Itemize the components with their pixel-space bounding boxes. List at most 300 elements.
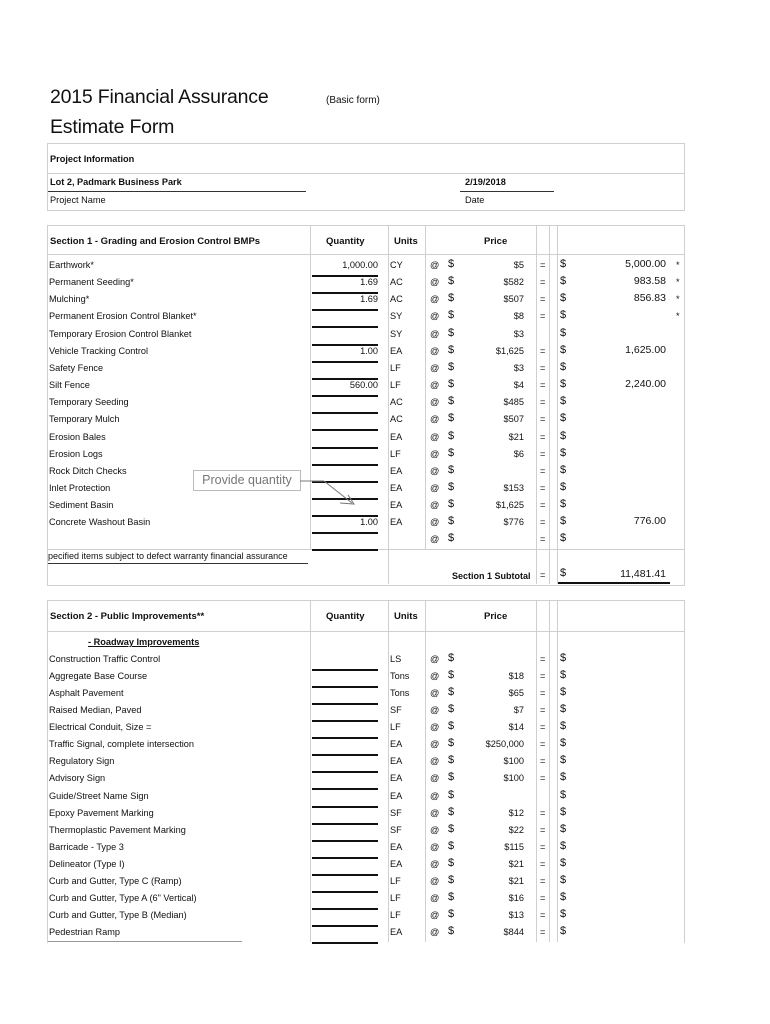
table-row — [48, 498, 688, 515]
project-name-label: Project Name — [50, 195, 106, 205]
unit-value: EA — [390, 841, 403, 852]
unit-price: $100 — [503, 773, 524, 784]
at-symbol: @ — [430, 705, 440, 716]
equals-sign: = — [540, 688, 546, 699]
unit-price: $65 — [508, 688, 524, 699]
line-total: 1,625.00 — [625, 343, 666, 356]
total-dollar: $ — [560, 856, 567, 869]
item-label: Permanent Erosion Control Blanket* — [49, 311, 197, 322]
price-dollar: $ — [448, 669, 455, 682]
item-label: Earthwork* — [49, 260, 94, 270]
total-dollar: $ — [560, 343, 567, 356]
unit-value: LS — [390, 654, 402, 664]
item-label: Aggregate Base Course — [49, 671, 148, 682]
total-dollar: $ — [560, 720, 567, 733]
equals-sign: = — [540, 773, 546, 784]
total-dollar: $ — [560, 652, 567, 664]
price-dollar: $ — [448, 925, 455, 938]
item-label: Erosion Logs — [49, 448, 103, 459]
table-row — [48, 840, 688, 857]
quantity-input[interactable]: 1,000.00 — [312, 258, 378, 277]
unit-value: EA — [390, 858, 403, 869]
equals-sign: = — [540, 362, 546, 373]
item-label: Temporary Erosion Control Blanket — [49, 328, 192, 339]
price-dollar: $ — [448, 292, 455, 305]
equals-sign: = — [540, 517, 546, 528]
price-dollar: $ — [448, 498, 455, 511]
unit-price: $844 — [503, 927, 524, 938]
unit-price: $776 — [503, 517, 524, 528]
item-label: Vehicle Tracking Control — [49, 345, 149, 356]
table-row — [48, 361, 688, 378]
roadway-subheading: - Roadway Improvements — [88, 637, 200, 647]
unit-value: EA — [390, 927, 403, 938]
total-dollar: $ — [560, 360, 567, 373]
table-row — [48, 309, 688, 326]
unit-value: AC — [390, 414, 403, 425]
equals-sign: = — [540, 277, 546, 288]
at-symbol: @ — [430, 414, 440, 425]
quantity-input[interactable]: 1.69 — [312, 275, 378, 294]
price-dollar: $ — [448, 703, 455, 716]
unit-price: $16 — [508, 892, 524, 903]
equals-sign: = — [540, 311, 546, 322]
price-dollar: $ — [448, 412, 455, 425]
total-dollar: $ — [560, 395, 567, 408]
total-dollar: $ — [560, 412, 567, 425]
unit-value: EA — [390, 790, 403, 801]
item-label: Sediment Basin — [49, 500, 114, 511]
total-dollar: $ — [560, 754, 567, 767]
equals-sign: = — [540, 500, 546, 511]
price-dollar: $ — [448, 686, 455, 699]
item-label: Epoxy Pavement Marking — [49, 807, 154, 818]
at-symbol: @ — [430, 875, 440, 886]
table-row — [48, 908, 688, 925]
equals-sign: = — [540, 345, 546, 356]
table-row — [48, 771, 688, 788]
at-symbol: @ — [430, 294, 440, 305]
price-dollar: $ — [448, 754, 455, 767]
line-total: 2,240.00 — [625, 378, 666, 391]
line-total: 856.83 — [633, 292, 666, 305]
total-dollar: $ — [560, 429, 567, 442]
equals-sign: = — [540, 482, 546, 493]
price-dollar: $ — [448, 771, 455, 784]
price-dollar: $ — [448, 446, 455, 459]
unit-price: $1,625 — [495, 500, 524, 511]
price-dollar: $ — [448, 908, 455, 921]
unit-price: $13 — [508, 910, 524, 921]
equals-sign: = — [540, 654, 546, 664]
item-label: Silt Fence — [49, 380, 90, 391]
unit-price: $4 — [513, 380, 524, 391]
total-dollar: $ — [560, 309, 567, 322]
unit-price: $8 — [513, 311, 524, 322]
unit-price: $1,625 — [495, 345, 524, 356]
at-symbol: @ — [430, 927, 440, 938]
item-label: Traffic Signal, complete intersection — [49, 739, 195, 750]
quantity-input[interactable] — [312, 395, 378, 414]
table-row — [48, 720, 688, 737]
item-label: Mulching* — [49, 294, 90, 305]
table-row — [48, 874, 688, 891]
total-dollar: $ — [560, 925, 567, 938]
unit-price: $21 — [508, 431, 524, 442]
unit-value: SF — [390, 807, 402, 818]
unit-value: EA — [390, 756, 403, 767]
table-row — [48, 652, 688, 669]
table-row — [48, 754, 688, 771]
equals-sign: = — [540, 739, 546, 750]
section1-title: Section 1 - Grading and Erosion Control BMPs — [50, 236, 261, 247]
warranty-marker: * — [676, 277, 680, 288]
table-row — [48, 823, 688, 840]
unit-value: SF — [390, 705, 402, 716]
price-dollar: $ — [448, 258, 455, 270]
equals-sign: = — [540, 534, 546, 545]
form-title-line1: 2015 Financial Assurance — [50, 86, 269, 108]
at-symbol: @ — [430, 722, 440, 733]
line-total: 5,000.00 — [625, 258, 666, 270]
quantity-input[interactable]: 1.00 — [312, 515, 378, 534]
unit-price: $18 — [508, 671, 524, 682]
total-dollar: $ — [560, 788, 567, 801]
equals-sign: = — [540, 294, 546, 305]
table-row — [48, 806, 688, 823]
unit-price: $5 — [513, 260, 524, 270]
total-dollar: $ — [560, 292, 567, 305]
unit-price: $153 — [503, 482, 524, 493]
item-label: Advisory Sign — [49, 773, 106, 784]
equals-sign: = — [540, 448, 546, 459]
unit-price: $507 — [503, 294, 524, 305]
item-label: Asphalt Pavement — [49, 688, 124, 699]
section2-col-units: Units — [394, 611, 418, 622]
unit-value: CY — [390, 260, 403, 270]
table-row — [48, 891, 688, 908]
unit-value: EA — [390, 517, 403, 528]
quantity-input[interactable]: 560.00 — [312, 378, 378, 397]
unit-price: $3 — [513, 362, 524, 373]
item-label: Temporary Seeding — [49, 397, 129, 408]
unit-value: SY — [390, 328, 403, 339]
table-row — [48, 395, 688, 412]
unit-value: AC — [390, 397, 403, 408]
table-row — [48, 686, 688, 703]
total-dollar: $ — [560, 873, 567, 886]
unit-price: $12 — [508, 807, 524, 818]
provide-quantity-callout: Provide quantity — [193, 470, 301, 491]
price-dollar: $ — [448, 395, 455, 408]
table-row — [48, 412, 688, 429]
table-row — [48, 344, 688, 361]
quantity-input[interactable] — [312, 430, 378, 449]
item-label: Inlet Protection — [49, 482, 111, 493]
unit-value: EA — [390, 465, 403, 476]
unit-value: LF — [390, 362, 401, 373]
price-dollar: $ — [448, 309, 455, 322]
price-dollar: $ — [448, 343, 455, 356]
unit-price: $6 — [513, 448, 524, 459]
unit-value: LF — [390, 892, 401, 903]
table-row — [48, 857, 688, 874]
table-row — [48, 789, 688, 806]
unit-price: $14 — [508, 722, 524, 733]
at-symbol: @ — [430, 824, 440, 835]
item-label: Delineator (Type I) — [49, 858, 125, 869]
project-name-value[interactable]: Lot 2, Padmark Business Park — [50, 177, 182, 187]
quantity-input[interactable] — [312, 412, 378, 431]
table-row — [48, 481, 688, 498]
price-dollar: $ — [448, 822, 455, 835]
table-row — [48, 327, 688, 344]
unit-value: LF — [390, 910, 401, 921]
price-dollar: $ — [448, 737, 455, 750]
item-label: Raised Median, Paved — [49, 705, 142, 716]
total-dollar: $ — [560, 822, 567, 835]
total-dollar: $ — [560, 275, 567, 288]
at-symbol: @ — [430, 517, 440, 528]
total-dollar: $ — [560, 532, 567, 545]
unit-value: EA — [390, 345, 403, 356]
item-label: Concrete Washout Basin — [49, 517, 151, 528]
unit-price: $582 — [503, 277, 524, 288]
section1-subtotal-value: 11,481.41 — [620, 568, 666, 580]
section2-col-price: Price — [484, 611, 508, 622]
table-row — [48, 258, 688, 275]
at-symbol: @ — [430, 431, 440, 442]
unit-price: $21 — [508, 875, 524, 886]
table-row — [48, 447, 688, 464]
table-row — [48, 532, 688, 549]
unit-value: EA — [390, 482, 403, 493]
item-label: Construction Traffic Control — [49, 654, 161, 664]
total-dollar: $ — [560, 839, 567, 852]
equals-sign: = — [540, 414, 546, 425]
unit-value: Tons — [390, 671, 410, 682]
total-dollar: $ — [560, 446, 567, 459]
at-symbol: @ — [430, 277, 440, 288]
at-symbol: @ — [430, 482, 440, 493]
price-dollar: $ — [448, 326, 455, 339]
price-dollar: $ — [448, 378, 455, 391]
line-total: 776.00 — [633, 515, 666, 528]
item-label: Safety Fence — [49, 362, 104, 373]
table-row — [48, 703, 688, 720]
item-label: Permanent Seeding* — [49, 277, 134, 288]
price-dollar: $ — [448, 856, 455, 869]
section2-col-quantity: Quantity — [326, 611, 365, 622]
at-symbol: @ — [430, 756, 440, 767]
unit-price: $3 — [513, 328, 524, 339]
equals-sign: = — [540, 892, 546, 903]
at-symbol: @ — [430, 790, 440, 801]
item-label: Curb and Gutter, Type C (Ramp) — [49, 875, 182, 886]
equals-sign: = — [540, 260, 546, 270]
equals-sign: = — [540, 841, 546, 852]
equals-sign: = — [540, 380, 546, 391]
total-dollar: $ — [560, 890, 567, 903]
item-label: Barricade - Type 3 — [49, 841, 124, 852]
table-row — [48, 464, 688, 481]
section1-subtotal-dollar: $ — [560, 567, 567, 579]
unit-value: AC — [390, 294, 403, 305]
line-total: 983.58 — [633, 275, 666, 288]
unit-value: EA — [390, 500, 403, 511]
warranty-marker: * — [676, 260, 680, 270]
at-symbol: @ — [430, 534, 440, 545]
unit-price: $250,000 — [485, 739, 524, 750]
total-dollar: $ — [560, 737, 567, 750]
unit-value: EA — [390, 431, 403, 442]
total-dollar: $ — [560, 515, 567, 528]
total-dollar: $ — [560, 378, 567, 391]
unit-value: LF — [390, 722, 401, 733]
section1-col-quantity: Quantity — [326, 236, 365, 247]
total-dollar: $ — [560, 686, 567, 699]
item-label: Regulatory Sign — [49, 756, 115, 767]
table-row — [48, 378, 688, 395]
unit-price: $115 — [504, 841, 524, 852]
total-dollar: $ — [560, 326, 567, 339]
unit-price: $21 — [508, 858, 524, 869]
price-dollar: $ — [448, 890, 455, 903]
unit-value: AC — [390, 277, 403, 288]
price-dollar: $ — [448, 275, 455, 288]
price-dollar: $ — [448, 532, 455, 545]
unit-price: $485 — [503, 397, 524, 408]
unit-price: $22 — [508, 824, 524, 835]
unit-price: $7 — [513, 705, 524, 716]
table-row — [48, 515, 688, 532]
unit-value: LF — [390, 380, 401, 391]
equals-sign: = — [540, 465, 546, 476]
equals-sign: = — [540, 397, 546, 408]
at-symbol: @ — [430, 858, 440, 869]
form-subtitle: (Basic form) — [326, 95, 380, 106]
project-date-label: Date — [465, 195, 485, 205]
unit-value: EA — [390, 773, 403, 784]
callout-arrow-icon — [298, 476, 368, 512]
price-dollar: $ — [448, 652, 455, 664]
total-dollar: $ — [560, 463, 567, 476]
section1-subtotal-equals: = — [540, 570, 546, 580]
project-info-heading: Project Information — [50, 154, 135, 164]
at-symbol: @ — [430, 380, 440, 391]
total-dollar: $ — [560, 498, 567, 511]
at-symbol: @ — [430, 807, 440, 818]
unit-value: LF — [390, 448, 401, 459]
quantity-input[interactable] — [312, 532, 378, 551]
at-symbol: @ — [430, 465, 440, 476]
price-dollar: $ — [448, 839, 455, 852]
item-label: Curb and Gutter, Type B (Median) — [49, 910, 187, 921]
quantity-input[interactable] — [312, 309, 378, 328]
section1-col-units: Units — [394, 236, 418, 247]
price-dollar: $ — [448, 429, 455, 442]
price-dollar: $ — [448, 515, 455, 528]
at-symbol: @ — [430, 654, 440, 664]
total-dollar: $ — [560, 771, 567, 784]
total-dollar: $ — [560, 669, 567, 682]
equals-sign: = — [540, 722, 546, 733]
quantity-input[interactable] — [312, 327, 378, 346]
total-dollar: $ — [560, 805, 567, 818]
warranty-marker: * — [676, 294, 680, 305]
unit-value: LF — [390, 875, 401, 886]
price-dollar: $ — [448, 360, 455, 373]
unit-value: Tons — [390, 688, 410, 699]
equals-sign: = — [540, 875, 546, 886]
at-symbol: @ — [430, 448, 440, 459]
item-label: Erosion Bales — [49, 431, 106, 442]
at-symbol: @ — [430, 910, 440, 921]
at-symbol: @ — [430, 773, 440, 784]
table-row — [48, 669, 688, 686]
at-symbol: @ — [430, 260, 440, 270]
total-dollar: $ — [560, 703, 567, 716]
item-label: Electrical Conduit, Size = — [49, 722, 152, 733]
quantity-input[interactable] — [312, 925, 378, 944]
price-dollar: $ — [448, 873, 455, 886]
price-dollar: $ — [448, 480, 455, 493]
item-label: Rock Ditch Checks — [49, 465, 127, 476]
quantity-input[interactable]: 1.69 — [312, 292, 378, 311]
equals-sign: = — [540, 671, 546, 682]
price-dollar: $ — [448, 720, 455, 733]
form-title-line2: Estimate Form — [50, 116, 175, 138]
price-dollar: $ — [448, 805, 455, 818]
unit-price: $507 — [503, 414, 524, 425]
equals-sign: = — [540, 807, 546, 818]
item-label: Thermoplastic Pavement Marking — [49, 824, 186, 835]
quantity-input[interactable]: 1.00 — [312, 344, 378, 363]
quantity-input[interactable] — [312, 361, 378, 380]
price-dollar: $ — [448, 788, 455, 801]
equals-sign: = — [540, 824, 546, 835]
equals-sign: = — [540, 858, 546, 869]
equals-sign: = — [540, 705, 546, 716]
quantity-input[interactable] — [312, 447, 378, 466]
table-row — [48, 275, 688, 292]
unit-price: $100 — [503, 756, 524, 767]
at-symbol: @ — [430, 500, 440, 511]
table-row — [48, 737, 688, 754]
unit-value: SF — [390, 824, 402, 835]
table-row — [48, 925, 688, 942]
table-row — [48, 292, 688, 309]
equals-sign: = — [540, 756, 546, 767]
at-symbol: @ — [430, 892, 440, 903]
price-dollar: $ — [448, 463, 455, 476]
item-label: Curb and Gutter, Type A (6" Vertical) — [49, 892, 197, 903]
unit-value: EA — [390, 739, 403, 750]
total-dollar: $ — [560, 480, 567, 493]
equals-sign: = — [540, 431, 546, 442]
at-symbol: @ — [430, 345, 440, 356]
unit-value: SY — [390, 311, 403, 322]
table-row — [48, 430, 688, 447]
equals-sign: = — [540, 927, 546, 938]
at-symbol: @ — [430, 671, 440, 682]
project-date-value[interactable]: 2/19/2018 — [465, 177, 506, 187]
section1-footnote: pecified items subject to defect warranty financial assurance — [48, 551, 288, 561]
total-dollar: $ — [560, 908, 567, 921]
at-symbol: @ — [430, 328, 440, 339]
section1-col-price: Price — [484, 236, 508, 247]
at-symbol: @ — [430, 739, 440, 750]
